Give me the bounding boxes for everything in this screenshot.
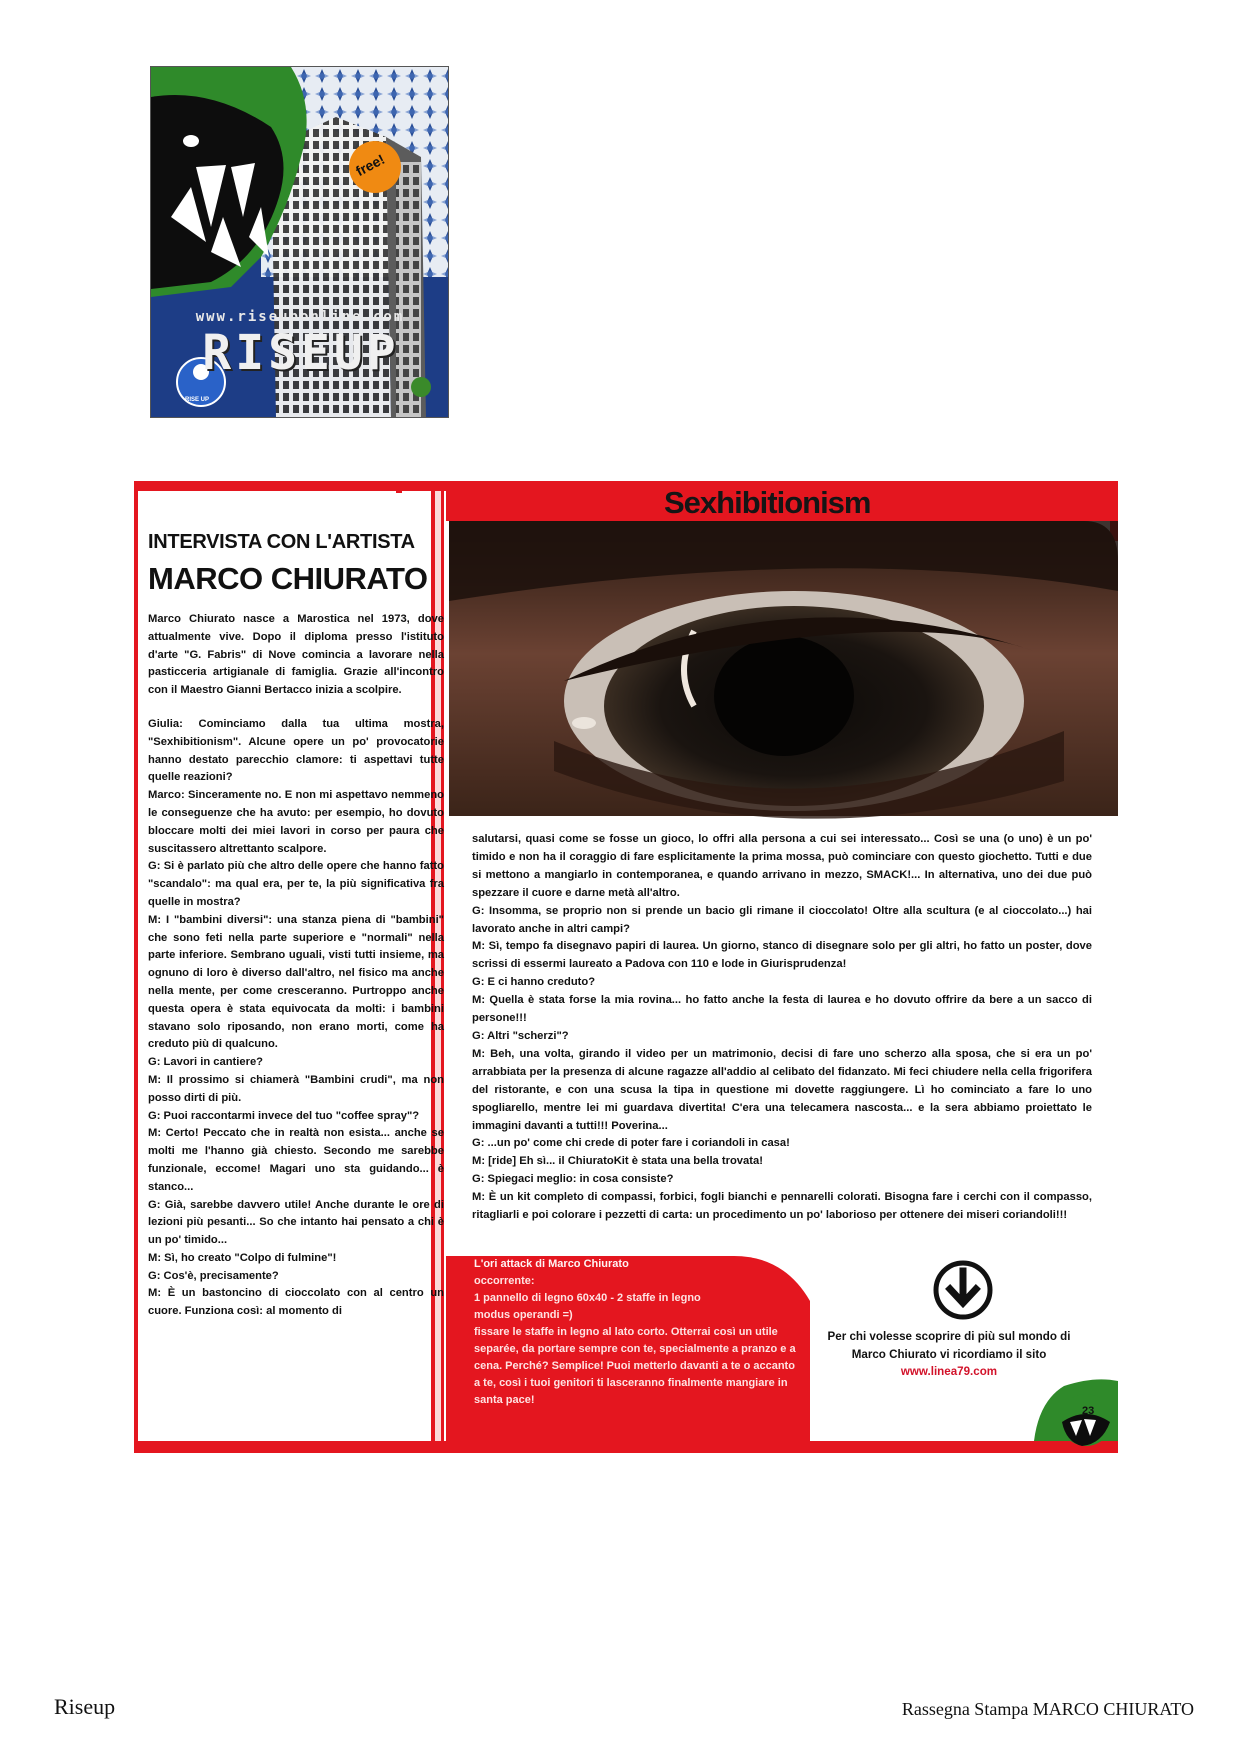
cover-free-label: free! xyxy=(353,150,388,180)
interview-line: Giulia: Cominciamo dalla tua ultima mostra, "Sexhibitionism". Alcune opere un po' provocatorie hanno destato parecchio clamore: ti aspettavi tutte quelle reazioni? xyxy=(148,717,444,784)
interview-line: M: Certo! Peccato che in realtà non esista... anche se molti me l'hanno già chiesto. Secondo me sarebbe funzionale, eccome! Magari uno sta guidando... è stanco... xyxy=(148,1127,444,1193)
red-box-line: fissare le staffe in legno al lato corto. Otterrai così un utile separée, da portare sempre con te, specialmente a pranzo e a cena. Perché? Semplice! Puoi metterlo davanti a te o accanto a te, così i tuoi genitori ti lasceranno finalmente mangiare in santa pace! xyxy=(474,1326,796,1406)
article-kicker: INTERVISTA CON L'ARTISTA xyxy=(148,531,415,553)
interview-line: M: Sì, ho creato "Colpo di fulmine"! xyxy=(148,1251,337,1264)
cover-url: www.riseuponline.com xyxy=(195,309,405,325)
magazine-cover xyxy=(150,66,449,418)
interview-line: M: Il prossimo si chiamerà "Bambini crudi", ma non posso dirti di più. xyxy=(148,1073,444,1104)
interview-line: M: Sì, tempo fa disegnavo papiri di laurea. Un giorno, stanco di disegnare solo per gli altri, ho fatto un poster, dove scrissi di essermi laureato a Padova con 110 e lode in Giurisprudenza! xyxy=(472,940,1092,971)
red-info-box xyxy=(474,1256,800,1409)
interview-line: G: Puoi raccontarmi invece del tuo "coffee spray"? xyxy=(148,1109,420,1122)
red-box-heading: L'ori attack di Marco Chiurato xyxy=(474,1258,629,1270)
red-box-line: occorrente: xyxy=(474,1275,535,1287)
footer-publication: Riseup xyxy=(54,1694,116,1719)
arrow-down-icon xyxy=(932,1259,994,1321)
interview-line: M: Beh, una volta, girando il video per un matrimonio, decisi di fare uno scherzo alla sposa, che si era un po' arrabbiata per la presenza di alcune ragazze all'addio al celibato del fidanzato. Mi feci chiudere nella cella frigorifera del ristorante, e con una scusa la tipa in questione mi dovette raggiungere. Lì ho cominciato a fare lo uno spogliarello, mentre lei mi guardava divertita! C'era una telecamera nascosta... e la sera abbiamo proiettato le immagini davanti a tutti!!! Poverina... xyxy=(472,1047,1092,1132)
artist-name: MARCO CHIURATO xyxy=(148,561,428,596)
site-link[interactable]: www.linea79.com xyxy=(900,1365,998,1378)
interview-line: G: Lavori in cantiere? xyxy=(148,1056,264,1069)
interview-line: G: ...un po' come chi crede di poter fare i coriandoli in casa! xyxy=(472,1137,790,1150)
interview-line: G: Insomma, se proprio non si prende un bacio gli rimane il cioccolato! Oltre alla scultura (e al cioccolato...) hai lavorato anche in altri campi? xyxy=(472,904,1092,935)
red-box-line: 1 pannello di legno 60x40 - 2 staffe in legno xyxy=(474,1292,701,1304)
interview-line: M: [ride] Eh sì... il ChiuratoKit è stata una bella trovata! xyxy=(472,1155,763,1168)
interview-line: M: È un bastoncino di cioccolato con al centro un cuore. Funziona così: al momento di xyxy=(148,1287,444,1318)
section-title: Sexhibitionism xyxy=(664,485,871,520)
interview-line: G: Cos'è, precisamente? xyxy=(148,1269,279,1282)
left-column xyxy=(148,611,444,1321)
page-number: 23 xyxy=(1082,1405,1095,1417)
info-text: Per chi volesse scoprire di più sul mondo di Marco Chiurato vi ricordiamo il sito xyxy=(827,1330,1071,1361)
cover-badge: RISE UP xyxy=(185,397,210,403)
article-spread xyxy=(134,481,1118,1453)
right-column xyxy=(472,831,1092,1225)
interview-line: G: Spiegaci meglio: in cosa consiste? xyxy=(472,1173,674,1186)
interview-line: G: Già, sarebbe davvero utile! Anche durante le ore di lezioni più pesanti... So che intanto hai pensato a chi è un po' timido... xyxy=(148,1198,444,1247)
interview-line: Marco: Sinceramente no. E non mi aspettavo nemmeno le conseguenze che ha avuto: per esempio, ho dovuto bloccare molti dei miei lavori in corso per paura che suscitassero altrettanto scalpore. xyxy=(148,789,444,855)
monster-mascot-icon xyxy=(1052,1386,1114,1448)
interview-line: M: È un kit completo di compassi, forbici, fogli bianchi e pennarelli colorati. Bisogna fare i cerchi con il compasso, ritagliarli e poi colorare i pezzetti di carta: un procedimento un po' laborioso per ottenere dei miseri coriandoli!!! xyxy=(472,1191,1092,1222)
interview-line: G: Altri "scherzi"? xyxy=(472,1029,569,1042)
footer-title: Rassegna Stampa MARCO CHIURATO xyxy=(901,1699,1194,1719)
interview-line: salutarsi, quasi come se fosse un gioco, lo offri alla persona a cui sei interessato... Così se una (o uno) è un po' timido e non ha il coraggio di fare esplicitamente la prima mossa, può cominciare con questo giochetto. Tutti e due si mettono a mangiarlo in contemporanea, e quando arrivano in mezzo, SMACK!... In alternativa, uno dei due può spezzare il cuore e darne metà all'altro. xyxy=(472,833,1092,899)
cover-logo: RISEUP xyxy=(202,325,400,381)
info-note xyxy=(824,1328,1074,1381)
interview-line: G: Si è parlato più che altro delle opere che hanno fatto "scandalo": ma qual era, per te, la più significativa fra quelle in mostra? xyxy=(148,860,444,908)
interview-line: G: E ci hanno creduto? xyxy=(472,976,596,989)
interview-line: M: Quella è stata forse la mia rovina... ho fatto anche la festa di laurea e ho dovuto offrire da bere a un sacco di persone!!! xyxy=(472,994,1092,1025)
red-box-line: modus operandi =) xyxy=(474,1309,573,1321)
interview-line: M: I "bambini diversi": una stanza piena di "bambini" che sono feti nella parte superiore e "normali" nella parte inferiore. Sembrano uguali, visti tutti insieme, ma ognuno di loro è diverso dall'altro, nel fisico ma anche nella mente, per come cresceranno. Purtroppo anche questa opera è stata equivocata da molti: i bambini stavano solo riposando, non erano morti, come ha creduto più di qualcuno. xyxy=(148,913,444,1051)
intro-paragraph: Marco Chiurato nasce a Marostica nel 1973, dove attualmente vive. Dopo il diploma presso l'istituto d'arte "G. Fabris" di Nove comincia a lavorare nella pasticceria artigianale di famiglia. Grazie all'incontro con il Maestro Gianni Bertacco inizia a scolpire. xyxy=(148,613,444,697)
